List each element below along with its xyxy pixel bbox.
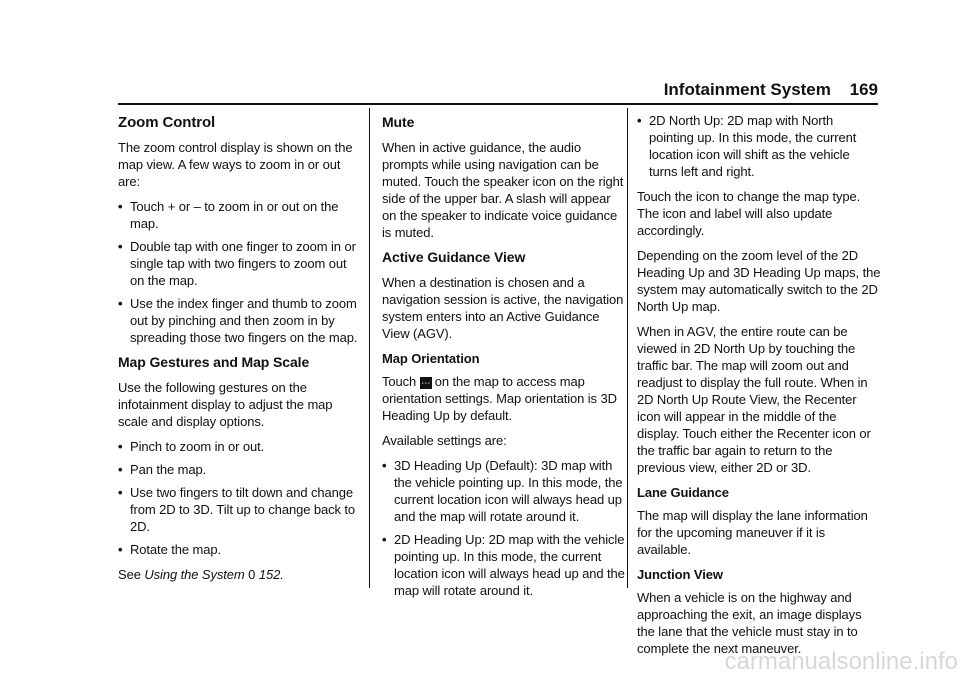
- column-divider: [369, 108, 370, 588]
- orientation-list-continued: [637, 112, 881, 180]
- column-3: [637, 108, 881, 656]
- list-item: • Double tap with one finger to zoom in or single tap with two fingers to zoom out on the map.: [118, 238, 362, 289]
- lane-guidance-heading: Lane Guidance: [637, 485, 729, 500]
- column-divider: [627, 108, 628, 588]
- mute-heading: Mute: [382, 114, 415, 130]
- zoom-switch-text: Depending on the zoom level of the 2D Heading Up and 3D Heading Up maps, the system may automatically switch to the 2D North Up map.: [637, 248, 881, 314]
- zoom-control-heading: Zoom Control: [118, 114, 216, 131]
- page-header: [650, 80, 878, 100]
- see-prefix: See: [118, 567, 141, 582]
- zoom-intro: The zoom control display is shown on the map view. A few ways to zoom in or out are:: [118, 140, 353, 189]
- orientation-text: [382, 373, 626, 424]
- list-item: • 2D North Up: 2D map with North pointing up. In this mode, the current location icon will shift as the vehicle turns left and right.: [637, 112, 881, 180]
- map-type-text: Touch the icon to change the map type. The icon and label will also update accordingly.: [637, 189, 861, 238]
- see-reference: [118, 566, 362, 583]
- see-page: 152.: [258, 567, 284, 582]
- orientation-list: [382, 457, 626, 599]
- map-orientation-heading: Map Orientation: [382, 351, 480, 366]
- junction-view-heading: Junction View: [637, 567, 723, 582]
- menu-icon: ⋯: [421, 377, 431, 388]
- list-item: • Use the index finger and thumb to zoom out by pinching and then zoom in by spreading those two fingers on the map.: [118, 295, 362, 346]
- junction-view-text: When a vehicle is on the highway and approaching the exit, an image displays the lane that the vehicle must stay in to complete the next maneuver.: [637, 590, 862, 656]
- gestures-intro: Use the following gestures on the infotainment display to adjust the map scale and display options.: [118, 380, 333, 429]
- list-item: • Rotate the map.: [118, 541, 362, 558]
- list-item: • 2D Heading Up: 2D map with the vehicle pointing up. In this mode, the current location icon will always head up and the map will rotate around it.: [382, 531, 626, 599]
- lane-guidance-text: The map will display the lane information for the upcoming maneuver if it is available.: [637, 508, 868, 557]
- header-rule: [118, 103, 878, 105]
- gestures-list: [118, 438, 362, 558]
- page-number: 169: [849, 80, 878, 99]
- available-settings: Available settings are:: [382, 433, 507, 448]
- list-item: • Pinch to zoom in or out.: [118, 438, 362, 455]
- watermark: carmanualsonline.info: [724, 648, 958, 675]
- list-item: • Pan the map.: [118, 461, 362, 478]
- agv-text: When a destination is chosen and a navigation session is active, the navigation system enters into an Active Guidance View (AGV).: [382, 275, 624, 341]
- section-title: Infotainment System: [663, 80, 831, 99]
- column-1: [118, 108, 362, 588]
- orientation-rest: on the map to access map orientation settings. Map orientation is 3D Heading Up by default.: [382, 374, 617, 423]
- mute-text: When in active guidance, the audio prompts while using navigation can be muted. Touch the speaker icon on the right side of the upper bar. A slash will appear on the speaker to indicate voice guidance is muted.: [382, 140, 624, 240]
- see-link[interactable]: Using the System: [144, 567, 245, 582]
- agv-heading: Active Guidance View: [382, 249, 526, 265]
- agv-route-text: When in AGV, the entire route can be viewed in 2D North Up by touching the traffic bar. The map will zoom out and readjust to display the full route. When in 2D North Up Route View, the Recenter icon will appear in the middle of the display. Touch either the Recenter icon or the traffic bar again to return to the previous view, either 2D or 3D.: [637, 324, 871, 475]
- map-gestures-heading: Map Gestures and Map Scale: [118, 354, 310, 370]
- column-2: [382, 108, 626, 598]
- list-item: • Use two fingers to tilt down and change from 2D to 3D. Tilt up to change back to 2D.: [118, 484, 362, 535]
- list-item: • Touch + or – to zoom in or out on the map.: [118, 198, 362, 232]
- orientation-touch: Touch: [382, 374, 417, 389]
- reference-icon: 0: [248, 567, 256, 582]
- zoom-list: [118, 198, 362, 346]
- list-item: • 3D Heading Up (Default): 3D map with the vehicle pointing up. In this mode, the current location icon will always head up and the map will rotate around it.: [382, 457, 626, 525]
